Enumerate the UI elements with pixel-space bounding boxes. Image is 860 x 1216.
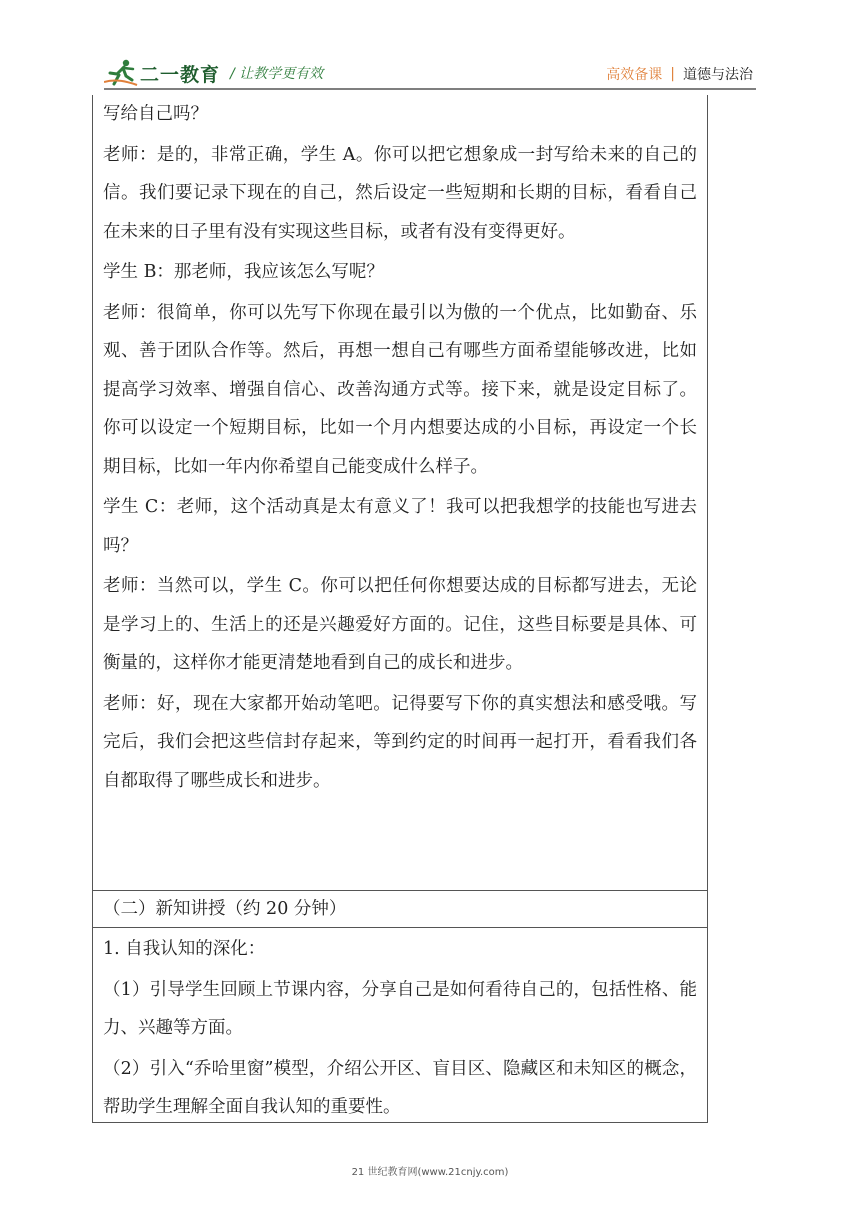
content-paragraph: （1）引导学生回顾上节课内容，分享自己是如何看待自己的，包括性格、能力、兴趣等方面。 — [103, 979, 697, 1038]
runner-logo-icon — [104, 58, 138, 88]
page-header — [0, 0, 860, 95]
header-separator: | — [670, 66, 675, 82]
dialogue-paragraph: 老师：当然可以，学生 C。你可以把任何你想要达成的目标都写进去，无论是学习上的、生活上的还是兴趣爱好方面的。记住，这些目标要是具体、可衡量的，这样你才能更清楚地看到自己的成长和进步。 — [103, 576, 697, 673]
section-heading: （二）新知讲授（约 20 分钟） — [103, 899, 347, 919]
dialogue-paragraph: 老师：是的，非常正确，学生 A。你可以把它想象成一封写给未来的自己的信。我们要记录下现在的自己，然后设定一些短期和长期的目标，看看自己在未来的日子里有没有实现这些目标，或者有没有变得更好。 — [103, 144, 697, 242]
header-divider — [104, 88, 756, 90]
content-cell — [93, 927, 707, 1122]
dialogue-paragraph: 学生 C：老师，这个活动真是太有意义了！我可以把我想学的技能也写进去吗？ — [103, 497, 697, 556]
subject-label: 道德与法治 — [683, 67, 753, 83]
content-paragraph: 1. 自我认知的深化： — [103, 939, 266, 959]
section-label: 高效备课 — [606, 67, 663, 83]
dialogue-paragraph: 学生 B：那老师，我应该怎么写呢？ — [103, 262, 384, 282]
dialogue-paragraph: 写给自己吗？ — [103, 104, 208, 124]
page-footer — [0, 1163, 860, 1178]
content-paragraph: （2）引入“乔哈里窗”模型，介绍公开区、盲目区、隐藏区和未知区的概念，帮助学生理解全面自我认知的重要性。 — [103, 1058, 697, 1117]
dialogue-cell — [93, 95, 707, 890]
header-meta — [606, 64, 753, 84]
dialogue-paragraph: 老师：好，现在大家都开始动笔吧。记得要写下你的真实想法和感受哦。写完后，我们会把这些信封存起来，等到约定的时间再一起打开，看看我们各自都取得了哪些成长和进步。 — [103, 693, 697, 791]
logo-text: 二一教育 — [140, 63, 221, 86]
footer-text: 21 世纪教育网(www.21cnjy.com) — [351, 1167, 509, 1178]
section-heading-cell — [93, 890, 707, 927]
dialogue-paragraph: 老师：很简单，你可以先写下你现在最引以为傲的一个优点，比如勤奋、乐观、善于团队合作等。然后，再想一想自己有哪些方面希望能够改进，比如提高学习效率、增强自信心、改善沟通方式等。接下来，就是设定目标了。你可以设定一个短期目标，比如一个月内想要达成的小目标，再设定一个长期目标，比如一年内你希望自己能变成什么样子。 — [103, 302, 697, 477]
brand-logo[interactable] — [104, 58, 323, 88]
lesson-table — [92, 95, 708, 1123]
logo-slogan: / 让教学更有效 — [230, 66, 324, 82]
